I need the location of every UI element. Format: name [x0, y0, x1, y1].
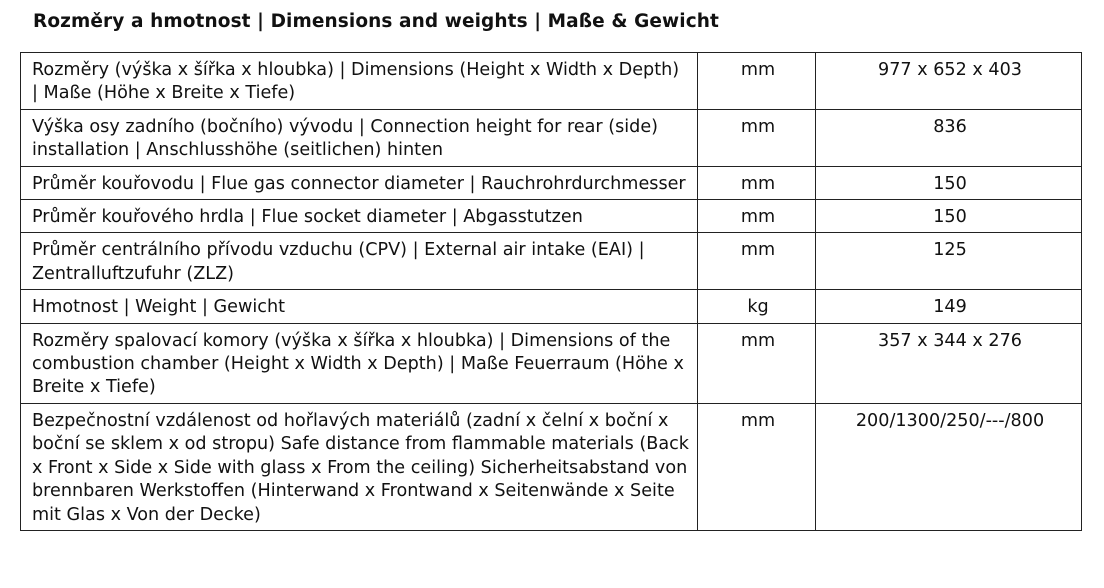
row-unit: mm	[698, 53, 816, 110]
row-unit: mm	[698, 233, 816, 290]
row-label: Hmotnost | Weight | Gewicht	[21, 290, 698, 323]
row-value: 125	[816, 233, 1082, 290]
row-label: Průměr kouřovodu | Flue gas connector diameter | Rauchrohrdurchmesser	[21, 166, 698, 199]
row-value: 836	[816, 109, 1082, 166]
table-row	[21, 290, 1082, 323]
row-value: 200/1300/250/---/800	[816, 403, 1082, 530]
table-row	[21, 166, 1082, 199]
table-row	[21, 323, 1082, 403]
specifications-table	[20, 52, 1082, 531]
table-row	[21, 53, 1082, 110]
row-label: Rozměry spalovací komory (výška x šířka x hloubka) | Dimensions of the combustion chamber (Height x Width x Depth) | Maße Feuerraum (Höhe x Breite x Tiefe)	[21, 323, 698, 403]
row-label: Bezpečnostní vzdálenost od hořlavých materiálů (zadní x čelní x boční x boční se sklem x od stropu) Safe distance from flammable materials (Back x Front x Side x Side with glass x From the ceiling) Sicherheitsabstand von brennbaren Werkstoffen (Hinterwand x Frontwand x Seitenwände x Seite mit Glas x Von der Decke)	[21, 403, 698, 530]
table-row	[21, 200, 1082, 233]
row-value: 357 x 344 x 276	[816, 323, 1082, 403]
row-label: Výška osy zadního (bočního) vývodu | Connection height for rear (side) installation | Anschlusshöhe (seitlichen) hinten	[21, 109, 698, 166]
row-value: 149	[816, 290, 1082, 323]
row-unit: mm	[698, 403, 816, 530]
row-label: Průměr centrálního přívodu vzduchu (CPV) | External air intake (EAI) | Zentralluftzufuhr (ZLZ)	[21, 233, 698, 290]
row-value: 150	[816, 200, 1082, 233]
row-unit: mm	[698, 323, 816, 403]
row-value: 977 x 652 x 403	[816, 53, 1082, 110]
row-unit: kg	[698, 290, 816, 323]
table-row	[21, 109, 1082, 166]
row-unit: mm	[698, 109, 816, 166]
table-row	[21, 403, 1082, 530]
row-label: Rozměry (výška x šířka x hloubka) | Dimensions (Height x Width x Depth) | Maße (Höhe x Breite x Tiefe)	[21, 53, 698, 110]
row-unit: mm	[698, 166, 816, 199]
row-unit: mm	[698, 200, 816, 233]
row-label: Průměr kouřového hrdla | Flue socket diameter | Abgasstutzen	[21, 200, 698, 233]
row-value: 150	[816, 166, 1082, 199]
table-row	[21, 233, 1082, 290]
section-heading: Rozměry a hmotnost | Dimensions and weights | Maße & Gewicht	[33, 11, 719, 32]
